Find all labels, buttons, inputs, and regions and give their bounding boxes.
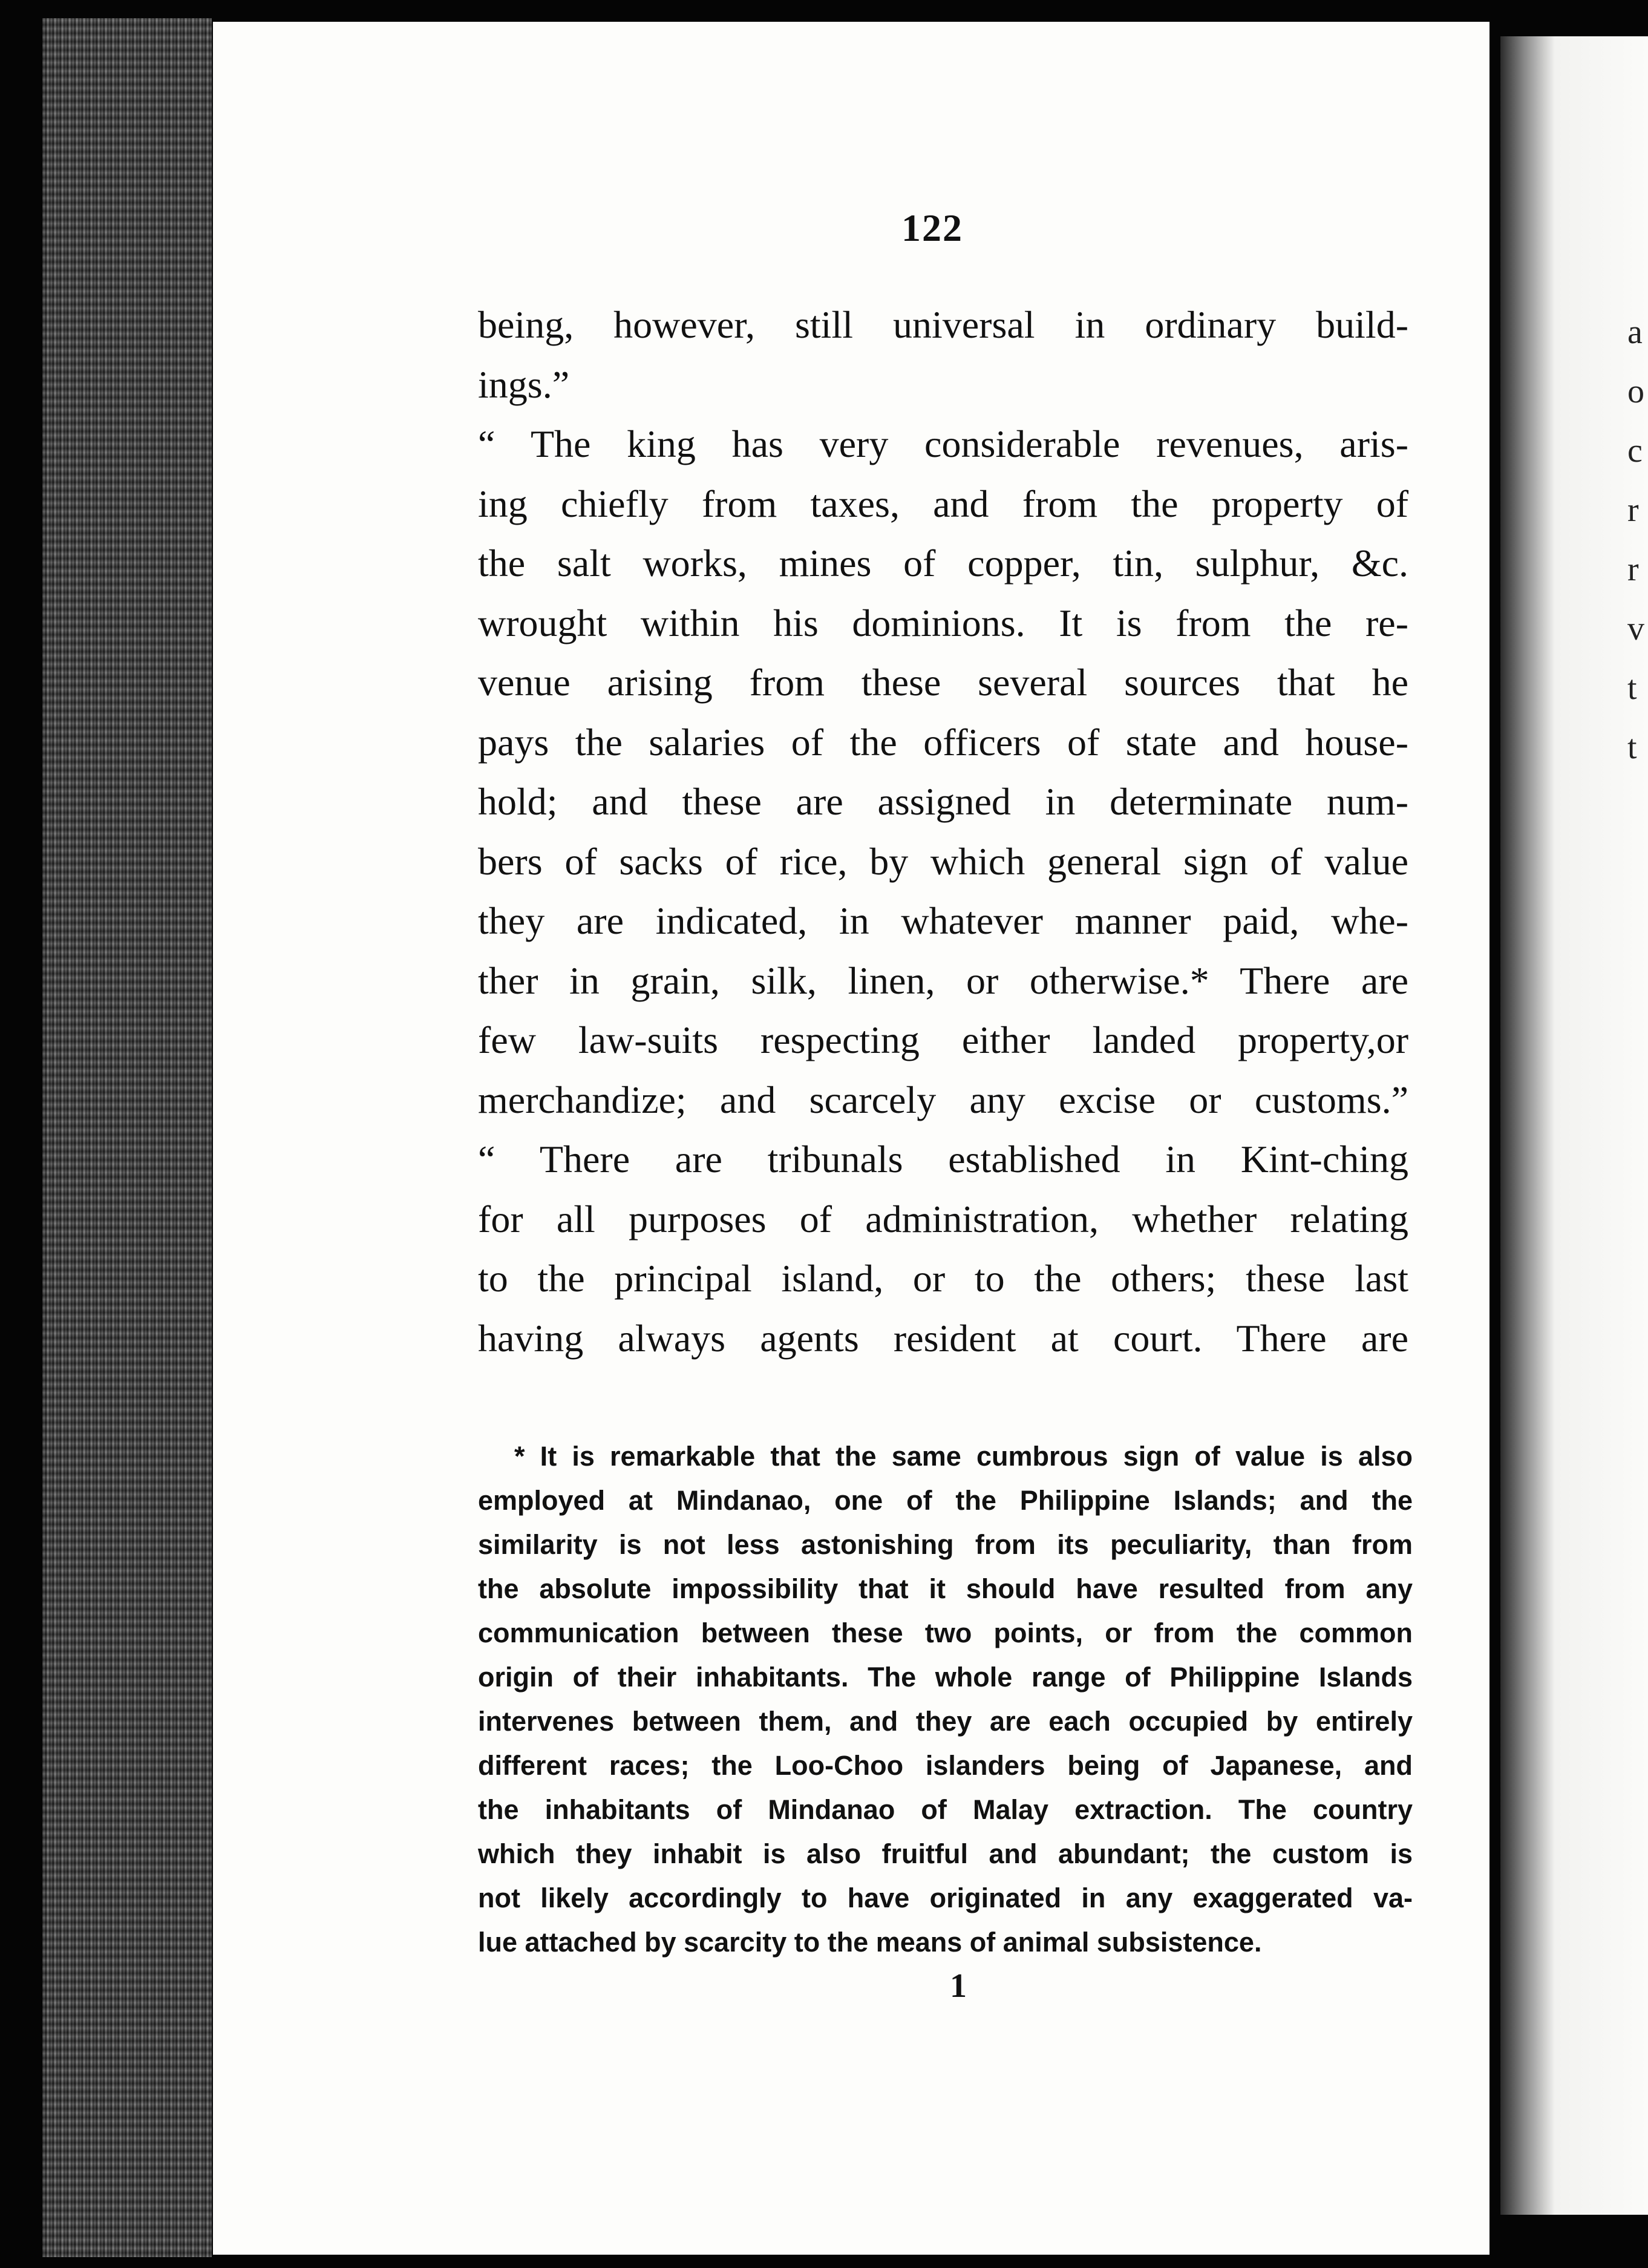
facing-letter: o xyxy=(1627,373,1644,410)
body-line: for all purposes of administration, whether relating xyxy=(478,1197,1408,1241)
page-edge-strip xyxy=(42,18,212,2257)
footnote-line: the inhabitants of Mindanao of Malay extraction. The country xyxy=(478,1794,1413,1825)
body-line: having always agents resident at court. There are xyxy=(478,1316,1408,1360)
body-line: ing chiefly from taxes, and from the property of xyxy=(478,482,1408,525)
facing-page-letters xyxy=(1627,303,1648,777)
body-line: “ There are tribunals established in Kint-ching xyxy=(478,1138,1408,1181)
body-line: they are indicated, in whatever manner paid, whe- xyxy=(478,899,1408,942)
body-line: merchandize; and scarcely any excise or customs.” xyxy=(478,1078,1408,1121)
body-line: ther in grain, silk, linen, or otherwise.* There are xyxy=(478,959,1408,1002)
facing-page xyxy=(1500,36,1648,2215)
facing-letter: a xyxy=(1627,313,1643,351)
footnote-line: not likely accordingly to have originated in any exaggerated va- xyxy=(478,1883,1413,1913)
footnote-line: communication between these two points, or from the common xyxy=(478,1617,1413,1648)
facing-letter: r xyxy=(1627,551,1639,588)
footnote-line: employed at Mindanao, one of the Philippine Islands; and the xyxy=(478,1485,1413,1516)
body-line: pays the salaries of the officers of state and house- xyxy=(478,720,1408,764)
facing-letter: c xyxy=(1627,432,1643,470)
body-line: to the principal island, or to the others; these last xyxy=(478,1257,1408,1300)
footnote-line: origin of their inhabitants. The whole range of Philippine Islands xyxy=(478,1662,1413,1693)
body-line: ings.” xyxy=(478,362,570,406)
footnote-line: which they inhabit is also fruitful and abundant; the custom is xyxy=(478,1838,1413,1869)
footnote-line: different races; the Loo-Choo islanders being of Japanese, and xyxy=(478,1750,1413,1781)
footnote-line: lue attached by scarcity to the means of animal subsistence. xyxy=(478,1927,1262,1958)
footnote-line: similarity is not less astonishing from its peculiarity, than from xyxy=(478,1529,1413,1560)
footnote-line: intervenes between them, and they are each occupied by entirely xyxy=(478,1706,1413,1737)
body-line: “ The king has very considerable revenues, aris- xyxy=(478,422,1408,465)
body-line: bers of sacks of rice, by which general sign of value xyxy=(478,839,1408,883)
signature-mark: 1 xyxy=(950,1967,967,2005)
footnote xyxy=(478,1434,1413,1964)
body-line: the salt works, mines of copper, tin, sulphur, &c. xyxy=(478,542,1408,585)
facing-letter: t xyxy=(1627,669,1637,707)
body-line: few law-suits respecting either landed property,or xyxy=(478,1018,1408,1061)
footnote-line: the absolute impossibility that it should have resulted from any xyxy=(478,1573,1413,1604)
page-number: 122 xyxy=(901,206,963,249)
facing-letter: v xyxy=(1627,610,1644,647)
body-line: wrought within his dominions. It is from the re- xyxy=(478,601,1408,644)
body-line: hold; and these are assigned in determinate num- xyxy=(478,780,1408,823)
body-text xyxy=(478,295,1408,1368)
facing-letter: t xyxy=(1627,729,1637,766)
footnote-line: * It is remarkable that the same cumbrous sign of value is also xyxy=(514,1441,1413,1472)
facing-letter: r xyxy=(1627,491,1639,529)
body-line: venue arising from these several sources that he xyxy=(478,661,1408,704)
body-line: being, however, still universal in ordinary build- xyxy=(478,303,1408,346)
